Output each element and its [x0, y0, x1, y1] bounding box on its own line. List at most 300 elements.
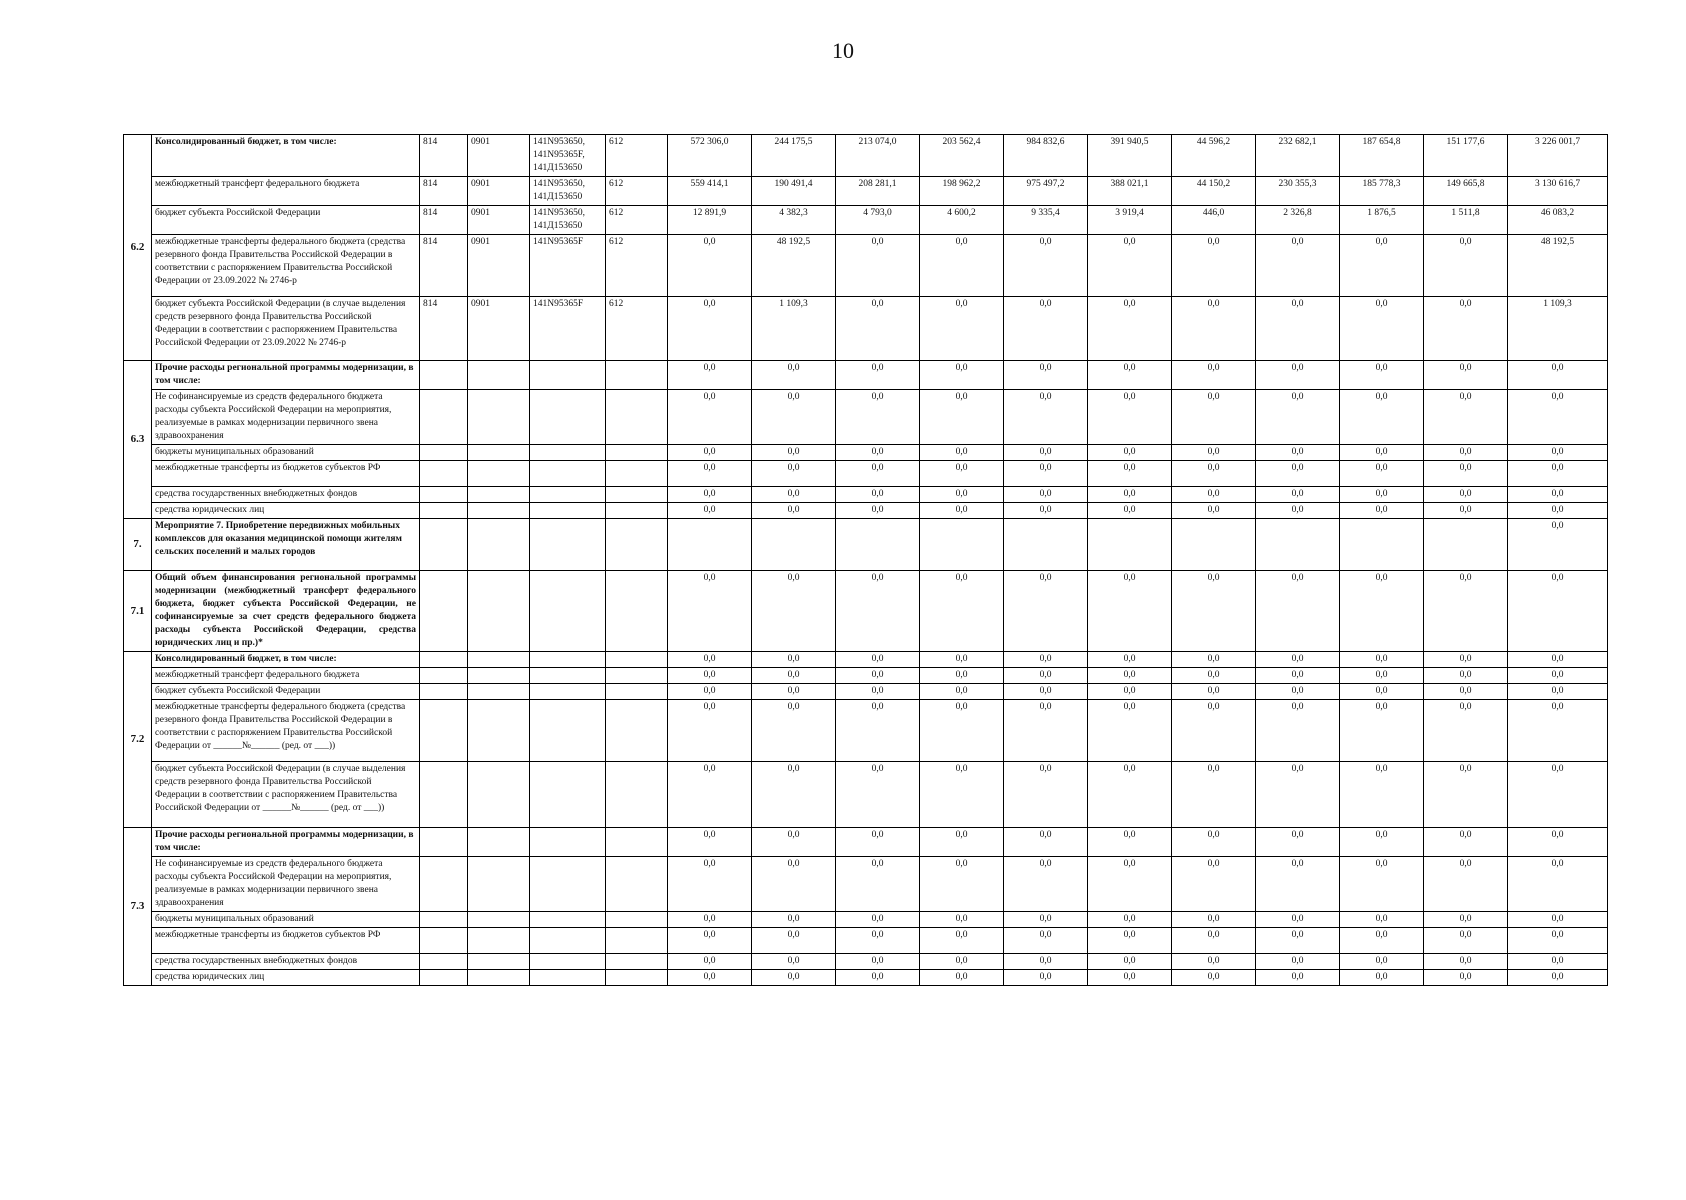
year-value: [752, 519, 836, 571]
budget-code-c3: [530, 361, 606, 390]
table-row: [124, 828, 1608, 857]
budget-code-c2: 0901: [468, 297, 530, 361]
year-value: 2 326,8: [1256, 206, 1340, 235]
year-value: 388 021,1: [1088, 177, 1172, 206]
budget-code-c1: [420, 461, 468, 487]
budget-code-c3: [530, 461, 606, 487]
budget-code-c4: 612: [606, 297, 668, 361]
year-value: 0,0: [1340, 487, 1424, 503]
budget-code-c2: [468, 857, 530, 912]
row-description: Консолидированный бюджет, в том числе:: [152, 135, 420, 177]
table-row: [124, 954, 1608, 970]
year-value: 0,0: [1256, 503, 1340, 519]
total-value: 0,0: [1508, 700, 1608, 762]
year-value: 203 562,4: [920, 135, 1004, 177]
year-value: 0,0: [752, 700, 836, 762]
budget-code-c3: [530, 652, 606, 668]
table-row: [124, 487, 1608, 503]
table-body: [124, 135, 1608, 986]
budget-code-c4: [606, 700, 668, 762]
year-value: 0,0: [1340, 762, 1424, 828]
budget-code-c4: [606, 445, 668, 461]
budget-code-c1: [420, 503, 468, 519]
budget-code-c1: [420, 970, 468, 986]
table-row: [124, 519, 1608, 571]
budget-code-c1: [420, 571, 468, 652]
budget-code-c2: [468, 361, 530, 390]
year-value: 0,0: [1424, 652, 1508, 668]
year-value: 0,0: [836, 297, 920, 361]
year-value: 0,0: [1088, 461, 1172, 487]
year-value: 0,0: [836, 700, 920, 762]
year-value: 0,0: [1340, 445, 1424, 461]
year-value: 0,0: [1340, 668, 1424, 684]
year-value: 0,0: [1172, 487, 1256, 503]
row-description: средства государственных внебюджетных фондов: [152, 487, 420, 503]
year-value: 0,0: [1172, 445, 1256, 461]
row-description: бюджеты муниципальных образований: [152, 445, 420, 461]
year-value: 0,0: [1004, 503, 1088, 519]
year-value: 190 491,4: [752, 177, 836, 206]
row-description: Прочие расходы региональной программы модернизации, в том числе:: [152, 828, 420, 857]
year-value: 244 175,5: [752, 135, 836, 177]
year-value: 0,0: [1172, 668, 1256, 684]
year-value: [920, 519, 1004, 571]
year-value: 198 962,2: [920, 177, 1004, 206]
year-value: 0,0: [920, 912, 1004, 928]
budget-code-c4: 612: [606, 135, 668, 177]
total-value: 46 083,2: [1508, 206, 1608, 235]
budget-code-c3: [530, 487, 606, 503]
year-value: 0,0: [1004, 762, 1088, 828]
year-value: 0,0: [1172, 700, 1256, 762]
year-value: 0,0: [668, 970, 752, 986]
year-value: 0,0: [836, 487, 920, 503]
row-description: бюджет субъекта Российской Федерации: [152, 206, 420, 235]
budget-code-c3: 141N95365F: [530, 235, 606, 297]
page-number: 10: [832, 38, 854, 63]
year-value: 0,0: [1340, 912, 1424, 928]
year-value: [1256, 519, 1340, 571]
budget-code-c1: [420, 361, 468, 390]
year-value: [1172, 519, 1256, 571]
year-value: 0,0: [752, 857, 836, 912]
year-value: 0,0: [1172, 970, 1256, 986]
year-value: 0,0: [752, 684, 836, 700]
year-value: 0,0: [920, 297, 1004, 361]
budget-code-c2: [468, 390, 530, 445]
year-value: 0,0: [1256, 857, 1340, 912]
total-value: 0,0: [1508, 361, 1608, 390]
year-value: 0,0: [1088, 390, 1172, 445]
year-value: 0,0: [836, 912, 920, 928]
year-value: 0,0: [1004, 912, 1088, 928]
year-value: 572 306,0: [668, 135, 752, 177]
row-description: бюджет субъекта Российской Федерации (в случае выделения средств резервного фонда Правительства Российской Федерации в соответствии с распоряжением Правительства Российской Федерации от 23.09.2022 № 2746-р: [152, 297, 420, 361]
year-value: 0,0: [1088, 928, 1172, 954]
year-value: 0,0: [920, 700, 1004, 762]
table-row: [124, 206, 1608, 235]
year-value: 0,0: [668, 857, 752, 912]
year-value: 0,0: [1088, 297, 1172, 361]
year-value: 559 414,1: [668, 177, 752, 206]
year-value: 0,0: [920, 461, 1004, 487]
year-value: 0,0: [1424, 857, 1508, 912]
year-value: 0,0: [752, 912, 836, 928]
budget-code-c2: [468, 928, 530, 954]
budget-code-c1: [420, 762, 468, 828]
budget-code-c1: 814: [420, 206, 468, 235]
year-value: 0,0: [836, 828, 920, 857]
year-value: 232 682,1: [1256, 135, 1340, 177]
budget-code-c3: 141N953650, 141Д153650: [530, 206, 606, 235]
year-value: 0,0: [1256, 445, 1340, 461]
year-value: 0,0: [1004, 487, 1088, 503]
year-value: 0,0: [752, 652, 836, 668]
year-value: 984 832,6: [1004, 135, 1088, 177]
row-description: межбюджетный трансферт федерального бюджета: [152, 668, 420, 684]
year-value: 0,0: [668, 684, 752, 700]
year-value: 0,0: [920, 503, 1004, 519]
year-value: [836, 519, 920, 571]
budget-code-c3: [530, 970, 606, 986]
total-value: 3 130 616,7: [1508, 177, 1608, 206]
year-value: 0,0: [752, 361, 836, 390]
total-value: 0,0: [1508, 684, 1608, 700]
year-value: 0,0: [920, 668, 1004, 684]
year-value: 0,0: [836, 668, 920, 684]
year-value: 0,0: [1424, 445, 1508, 461]
budget-code-c4: 612: [606, 206, 668, 235]
year-value: 0,0: [1004, 668, 1088, 684]
year-value: 0,0: [1172, 928, 1256, 954]
budget-code-c1: [420, 828, 468, 857]
year-value: 0,0: [920, 445, 1004, 461]
year-value: 0,0: [1004, 652, 1088, 668]
year-value: 0,0: [1424, 912, 1508, 928]
year-value: 0,0: [1256, 297, 1340, 361]
year-value: 0,0: [752, 487, 836, 503]
year-value: 0,0: [920, 857, 1004, 912]
year-value: 0,0: [1424, 461, 1508, 487]
budget-code-c3: [530, 445, 606, 461]
year-value: 0,0: [1088, 652, 1172, 668]
year-value: 0,0: [1340, 970, 1424, 986]
year-value: 0,0: [668, 762, 752, 828]
row-number-cell: 6.2: [124, 135, 152, 361]
total-value: 48 192,5: [1508, 235, 1608, 297]
year-value: 0,0: [920, 390, 1004, 445]
year-value: 0,0: [668, 361, 752, 390]
year-value: 0,0: [1424, 297, 1508, 361]
year-value: 0,0: [1088, 762, 1172, 828]
budget-code-c4: [606, 954, 668, 970]
row-number-cell: 7.1: [124, 571, 152, 652]
table-row: [124, 970, 1608, 986]
year-value: 0,0: [920, 361, 1004, 390]
table-row: [124, 857, 1608, 912]
budget-code-c3: 141N95365F: [530, 297, 606, 361]
year-value: 44 596,2: [1172, 135, 1256, 177]
budget-code-c3: [530, 571, 606, 652]
year-value: 0,0: [668, 828, 752, 857]
year-value: 151 177,6: [1424, 135, 1508, 177]
budget-code-c1: [420, 954, 468, 970]
table-row: [124, 135, 1608, 177]
table-row: [124, 928, 1608, 954]
year-value: 0,0: [836, 390, 920, 445]
total-value: 0,0: [1508, 954, 1608, 970]
budget-code-c1: [420, 652, 468, 668]
year-value: 48 192,5: [752, 235, 836, 297]
budget-code-c2: [468, 652, 530, 668]
total-value: 1 109,3: [1508, 297, 1608, 361]
year-value: 391 940,5: [1088, 135, 1172, 177]
budget-code-c1: 814: [420, 177, 468, 206]
total-value: 0,0: [1508, 970, 1608, 986]
year-value: 0,0: [1088, 571, 1172, 652]
year-value: 0,0: [1340, 828, 1424, 857]
table-row: [124, 361, 1608, 390]
year-value: [1004, 519, 1088, 571]
row-description: бюджеты муниципальных образований: [152, 912, 420, 928]
row-number-cell: 7.: [124, 519, 152, 571]
budget-code-c4: [606, 361, 668, 390]
year-value: 0,0: [1340, 571, 1424, 652]
year-value: 0,0: [668, 652, 752, 668]
year-value: 0,0: [668, 297, 752, 361]
budget-code-c1: [420, 700, 468, 762]
table-row: [124, 461, 1608, 487]
budget-code-c4: [606, 487, 668, 503]
year-value: 0,0: [1424, 700, 1508, 762]
year-value: 0,0: [1004, 954, 1088, 970]
year-value: 4 600,2: [920, 206, 1004, 235]
budget-code-c3: [530, 668, 606, 684]
year-value: 0,0: [1004, 297, 1088, 361]
budget-code-c4: [606, 970, 668, 986]
total-value: 0,0: [1508, 487, 1608, 503]
year-value: 0,0: [1172, 954, 1256, 970]
table-row: [124, 668, 1608, 684]
total-value: 0,0: [1508, 445, 1608, 461]
year-value: 0,0: [1088, 445, 1172, 461]
year-value: 0,0: [836, 652, 920, 668]
year-value: 0,0: [1340, 954, 1424, 970]
year-value: 0,0: [1424, 503, 1508, 519]
year-value: 0,0: [752, 954, 836, 970]
budget-code-c1: 814: [420, 135, 468, 177]
budget-code-c2: [468, 487, 530, 503]
year-value: 0,0: [1424, 762, 1508, 828]
budget-code-c2: [468, 970, 530, 986]
year-value: 0,0: [752, 445, 836, 461]
row-description: Не софинансируемые из средств федерального бюджета расходы субъекта Российской Федерации на мероприятия, реализуемые в рамках модернизации первичного звена здравоохранения: [152, 857, 420, 912]
budget-code-c3: [530, 762, 606, 828]
year-value: 4 382,3: [752, 206, 836, 235]
budget-code-c1: [420, 487, 468, 503]
year-value: 44 150,2: [1172, 177, 1256, 206]
year-value: 0,0: [1004, 445, 1088, 461]
year-value: 0,0: [1172, 461, 1256, 487]
budget-code-c3: [530, 828, 606, 857]
year-value: 230 355,3: [1256, 177, 1340, 206]
total-value: 0,0: [1508, 519, 1608, 571]
year-value: 185 778,3: [1340, 177, 1424, 206]
budget-code-c2: 0901: [468, 235, 530, 297]
row-description: Прочие расходы региональной программы модернизации, в том числе:: [152, 361, 420, 390]
year-value: 0,0: [1256, 652, 1340, 668]
budget-code-c2: [468, 700, 530, 762]
year-value: 0,0: [1172, 912, 1256, 928]
total-value: 0,0: [1508, 762, 1608, 828]
budget-code-c3: [530, 503, 606, 519]
year-value: 0,0: [1424, 668, 1508, 684]
year-value: 0,0: [836, 571, 920, 652]
budget-code-c1: [420, 928, 468, 954]
year-value: 0,0: [1424, 954, 1508, 970]
year-value: 0,0: [1172, 390, 1256, 445]
row-description: межбюджетные трансферты федерального бюджета (средства резервного фонда Правительства Российской Федерации в соответствии с распоряжением Правительства Российской Федерации от 23.09.2022 № 2746-р: [152, 235, 420, 297]
year-value: 1 109,3: [752, 297, 836, 361]
year-value: 0,0: [1256, 954, 1340, 970]
year-value: 0,0: [1004, 390, 1088, 445]
year-value: 0,0: [1256, 571, 1340, 652]
year-value: 0,0: [668, 571, 752, 652]
financing-table-wrapper: [123, 134, 1597, 986]
year-value: 0,0: [1088, 912, 1172, 928]
year-value: 0,0: [668, 700, 752, 762]
row-description: средства государственных внебюджетных фондов: [152, 954, 420, 970]
budget-code-c3: [530, 684, 606, 700]
budget-code-c2: [468, 445, 530, 461]
year-value: 187 654,8: [1340, 135, 1424, 177]
year-value: 0,0: [1256, 390, 1340, 445]
year-value: 1 511,8: [1424, 206, 1508, 235]
year-value: 0,0: [1004, 235, 1088, 297]
total-value: 0,0: [1508, 461, 1608, 487]
year-value: 0,0: [668, 445, 752, 461]
year-value: 0,0: [1172, 235, 1256, 297]
row-description: межбюджетный трансферт федерального бюджета: [152, 177, 420, 206]
year-value: 0,0: [836, 503, 920, 519]
year-value: 0,0: [1088, 361, 1172, 390]
budget-code-c4: [606, 503, 668, 519]
year-value: 0,0: [1256, 700, 1340, 762]
budget-code-c4: [606, 762, 668, 828]
year-value: 0,0: [1004, 361, 1088, 390]
year-value: 0,0: [1004, 571, 1088, 652]
year-value: 0,0: [1340, 684, 1424, 700]
year-value: 213 074,0: [836, 135, 920, 177]
year-value: 4 793,0: [836, 206, 920, 235]
year-value: 0,0: [1256, 235, 1340, 297]
budget-code-c2: 0901: [468, 135, 530, 177]
budget-code-c4: [606, 519, 668, 571]
budget-code-c2: [468, 912, 530, 928]
year-value: 0,0: [920, 762, 1004, 828]
budget-code-c2: [468, 954, 530, 970]
year-value: 12 891,9: [668, 206, 752, 235]
budget-code-c3: [530, 700, 606, 762]
budget-code-c1: [420, 912, 468, 928]
year-value: 0,0: [1172, 652, 1256, 668]
budget-code-c3: [530, 390, 606, 445]
year-value: 0,0: [1004, 461, 1088, 487]
year-value: 0,0: [1256, 487, 1340, 503]
year-value: 0,0: [1172, 503, 1256, 519]
row-number-cell: 6.3: [124, 361, 152, 519]
year-value: 0,0: [1088, 503, 1172, 519]
year-value: 0,0: [1340, 652, 1424, 668]
year-value: 0,0: [668, 668, 752, 684]
year-value: 0,0: [920, 487, 1004, 503]
year-value: 0,0: [1088, 828, 1172, 857]
year-value: [1340, 519, 1424, 571]
table-row: [124, 652, 1608, 668]
year-value: 0,0: [1340, 235, 1424, 297]
year-value: 0,0: [1088, 954, 1172, 970]
year-value: [1088, 519, 1172, 571]
year-value: 0,0: [1340, 928, 1424, 954]
total-value: 0,0: [1508, 828, 1608, 857]
budget-code-c4: [606, 928, 668, 954]
budget-code-c3: [530, 519, 606, 571]
budget-code-c4: [606, 390, 668, 445]
total-value: 0,0: [1508, 390, 1608, 445]
budget-code-c3: [530, 954, 606, 970]
year-value: 0,0: [836, 970, 920, 986]
budget-code-c1: [420, 519, 468, 571]
year-value: 0,0: [1424, 487, 1508, 503]
year-value: [1424, 519, 1508, 571]
table-row: [124, 571, 1608, 652]
year-value: 0,0: [836, 461, 920, 487]
budget-code-c1: [420, 857, 468, 912]
year-value: 0,0: [1340, 503, 1424, 519]
total-value: 0,0: [1508, 912, 1608, 928]
row-description: межбюджетные трансферты федерального бюджета (средства резервного фонда Правительства Российской Федерации в соответствии с распоряжением Правительства Российской Федерации от ______№______ (ред. от ___)): [152, 700, 420, 762]
budget-code-c2: [468, 668, 530, 684]
budget-code-c2: [468, 519, 530, 571]
budget-code-c4: [606, 571, 668, 652]
budget-code-c2: [468, 503, 530, 519]
year-value: 0,0: [836, 235, 920, 297]
year-value: 0,0: [1172, 297, 1256, 361]
budget-code-c1: [420, 668, 468, 684]
row-description: бюджет субъекта Российской Федерации: [152, 684, 420, 700]
year-value: 0,0: [920, 684, 1004, 700]
year-value: 0,0: [1172, 361, 1256, 390]
year-value: 0,0: [752, 571, 836, 652]
total-value: 0,0: [1508, 503, 1608, 519]
budget-code-c1: [420, 445, 468, 461]
total-value: 0,0: [1508, 928, 1608, 954]
budget-code-c4: [606, 828, 668, 857]
year-value: 0,0: [1340, 297, 1424, 361]
year-value: 0,0: [1256, 762, 1340, 828]
budget-code-c3: [530, 928, 606, 954]
year-value: 0,0: [1256, 928, 1340, 954]
year-value: 0,0: [1424, 828, 1508, 857]
year-value: 149 665,8: [1424, 177, 1508, 206]
budget-code-c4: [606, 684, 668, 700]
year-value: 0,0: [1088, 970, 1172, 986]
total-value: 0,0: [1508, 668, 1608, 684]
row-description: бюджет субъекта Российской Федерации (в случае выделения средств резервного фонда Правительства Российской Федерации в соответствии с распоряжением Правительства Российской Федерации от ______№______ (ред. от ___)): [152, 762, 420, 828]
year-value: 0,0: [1256, 684, 1340, 700]
year-value: 0,0: [1004, 970, 1088, 986]
